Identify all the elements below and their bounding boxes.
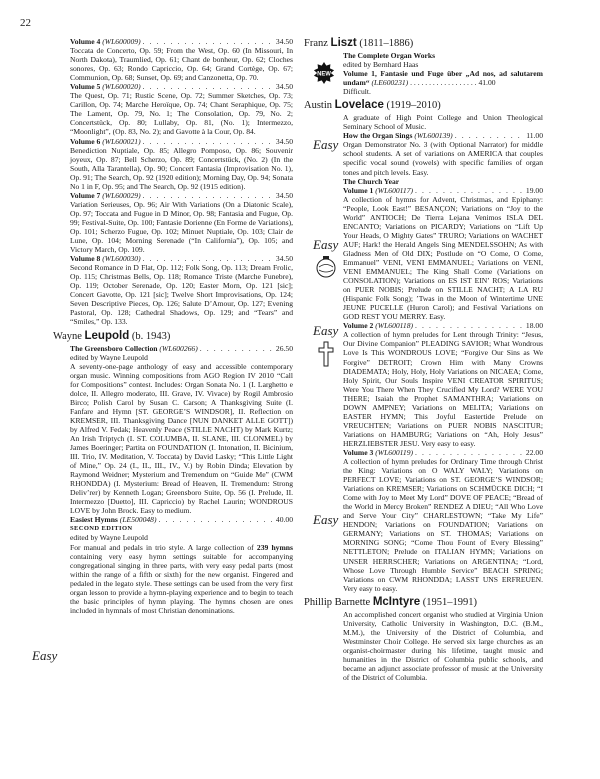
easy-icon: Easy	[313, 512, 339, 527]
liszt-volume-1: Volume 1, Fantasie und Fuge über „Ad nos, ad salutarem undam“ (LE600231) . . . . . . . . . . . . . . . . . . 41.00	[343, 69, 543, 88]
easy-icon: Easy	[313, 323, 339, 338]
liszt-set-title: The Complete Organ Works	[343, 51, 436, 60]
greensboro-line: The Greensboro Collection (WL600266) . . . 26.50	[70, 344, 293, 353]
cross-icon	[318, 341, 334, 367]
price: 18.00	[525, 321, 543, 331]
volume-4-line: Volume 4 (WL600009) . . . 34.50	[70, 37, 293, 46]
price: 34.50	[275, 136, 293, 146]
composer-heading-lovelace: Austin Lovelace (1919–2010)	[304, 99, 441, 112]
church-year-v2-description: A collection of hymn preludes for Lent through Trinity: “Jesus, Our Divine Companion” PLEADING SAVIOR; What Wondrous Love Is This WONDROUS LOVE; “Forgive Our Sins as We Forgive” DETROIT; Crown Him with Many Crowns DIADEMATA; Holy, Holy, Holy Variations on NICAEA; Come, Holy Spirit, Our Souls Inspire VENI CREATOR SPIRITUS; Were You There When They Crucified My Lord? WERE YOU THERE; Isaiah the Prophet SAMANTHRA; Variations on DOWN AMPNEY; Variations on MELITA; Variations on EASTER HYMN; This Joyful Eastertide Prelude on VREUCHTEN; Variations on PUER NOBIS NASCITUR; Variations on HAMBURG; Variations on “Ah, Holy Jesus” HERZLIEBSTER JESU. Very easy to easy.	[343, 330, 543, 448]
left-column	[53, 37, 293, 615]
editor-line: edited by Wayne Leupold	[70, 352, 148, 362]
church-year-v3-line: Volume 3 (WL600119) . . . 22.00	[343, 448, 543, 457]
mcintyre-bio: An accomplished concert organist who studied at Virginia Union University, Catholic University in Washington, D.C. (B.M., M.M.), the University of the District of Columbia, and Westminster Choir College. He served six large churches as an organist-choirmaster during his lifetime, taught music and humanities in the District of Columbia public schools, and became an adjunct associate professor of music at the University of the District of Columbia.	[343, 609, 543, 683]
easiest-hymns-description: For manual and pedals in trio style. A large collection of 239 hymns containing very easy hymn settings suitable for accompanying congregational singing in three parts, with very easy pedal parts (most within the range of a fifth or sixth) for the new organist. Fingered and pedaled in the legato style. These settings can be used from the very first organ lesson to provide a hymn-playing experience and to begin to teach the basic principles of hymn playing. The hymns chosen are ones included in hymnals of most Christian denominations.	[70, 542, 293, 615]
church-year-title: The Church Year	[343, 176, 400, 186]
price: 40.00	[275, 515, 293, 525]
volume-8-description: Second Romance in D Flat, Op. 112; Folk Song, Op. 113; Dream Frolic, Op. 115; Christmas Bells, Op. 118; Romance Triste (Marche Funebre), Op. 119; October Serenade, Op. 120; Easter Morn, Op. 121 [sic]; Concert Gavotte, Op. 121 [sic]; Twelve Short Improvisations, Op. 124; Seven Descriptive Pieces, Op. 126; Salute D’Amour, Op. 127; Evening Pastoral, Op. 128; Cathedral Shadows, Op. 129; and “Tears” and “Smiles,” Op. 133.	[70, 263, 293, 327]
easy-icon: Easy	[32, 648, 58, 663]
price: 41.00	[478, 78, 496, 88]
editor-line: edited by Wayne Leupold	[70, 533, 148, 543]
new-badge-icon	[313, 62, 335, 84]
church-year-v1-line: Volume 1 (WL600117) . . . 19.00	[343, 186, 543, 195]
page-number: 22	[20, 17, 31, 29]
volume-5-line: Volume 5 (WL600020) . . . 34.50	[70, 82, 293, 91]
how-organ-sings-line: How the Organ Sings (WL600139) . . . 11.00	[343, 131, 543, 140]
church-year-v1-description: A collection of hymns for Advent, Christmas, and Epiphany: “People, Look East!” BESANÇON; Variations on “Joy to the World” ANTIOCH; De Tierra Lejana Venimos ISLA DEL ENCANTO; Variations on PICARDY; Variations on “Lift Up Your Heads, O Mighty Gates” TRURO; Variations on WACHET AUF; Hark! the Herald Angels Sing MENDELSSOHN; As with Gladness Men of Old DIX; Postlude on “O Come, O Come, Emmanuel” VENI, VENI EMMANUEL; Variations on VENI, VENI EMMANUEL; The King Shall Come (Variations on CONSOLATION); Variations on ES IST EIN’ ROS; Variations on PUER NOBIS; Prelude on STILLE NACHT; A LA RU (Hispanic Folk Song); ’Twas in the Moon of Wintertime UNE JEUNE PUCELLE (Huron Carol); and Festival Variations on GOD REST YOU MERRY. Easy.	[343, 194, 543, 322]
right-column	[304, 37, 543, 683]
church-year-v3-description: A collection of hymn preludes for Ordinary Time through Christ the King: Variations on O WALY WALY; Variations on PERFECT LOVE; Variations on ST. GEORGE’S WINDSOR; Variations on KREMSER; Variations on SCHMÜCKE DICH; “I Come with Joy to Meet My Lord” DOVE OF PEACE; “Bread of the World in Mercy Broken” RENDEZ A DIEU; “All Who Love and Serve Your City” CHARLESTOWN; “Take My Life” HENDON; Variations on FOUNDATION; Variations on GERMANY; Variations on ST. THOMAS; Variations on MORNING SONG; “Come Thou Fount of Every Blessing” NETTLETON; Prelude on ITALIAN HYMN; Variations on UNSER HERRSCHER; Variations on ARGENTINA; “Lord, Whose Love Through Humble Service” BEACH SPRING; Variations on CWM RHONDDA; LASST UNS ERFREUEN. Very easy to easy.	[343, 457, 543, 593]
easy-icon: Easy	[313, 137, 339, 152]
price: 34.50	[275, 37, 293, 46]
composer-heading-leupold: Wayne Leupold (b. 1943)	[53, 329, 171, 342]
volume-4-description: Toccata de Concerto, Op. 59; From the West, Op. 60 (In Missouri, In North Dakota), Traumlied, Op. 61; Chant de bonheur, Op. 62; Cloches sonores, Op. 63; Rondo Capriccio, Op. 64; Grand Cortège, Op. 67; Communion, Op. 68; Sunset, Op. 69; and Canzonetta, Op. 70.	[70, 46, 293, 83]
composer-heading-liszt: Franz Liszt (1811–1886)	[304, 37, 414, 49]
price: 11.00	[526, 131, 543, 141]
volume-5-description: The Quest, Op. 71; Rustic Scene, Op. 72; Summer Sketches, Op. 73; Carillon, Op. 74; Marche Heroïque, Op. 74; Chant Seraphique, Op. 75; The Lament, Op. 79, No. 1; The Consolation, Op. 79, No. 2; Concertstück, Op. 80; Lullaby, Op. 81, (No. 1); Intermezzo, “Moonlight”, (Op. 83, No. 2); and Gavotte à la Cour, Op. 84.	[70, 91, 293, 137]
volume-7-line: Volume 7 (WL600029) . . . 34.50	[70, 191, 293, 200]
new-badge-text: NEW	[317, 71, 331, 78]
price: 34.50	[275, 190, 293, 200]
price: 22.00	[525, 447, 543, 457]
difficulty: Difficult.	[343, 87, 371, 97]
easy-icon: Easy	[313, 237, 339, 252]
volume-6-description: Benediction Nuptiale, Op. 85; Allegro Pomposo, Op. 86; Souvenir joyeux, Op. 87; Bell Scherzo, Op. 89; Concertstück, (No. 2) (In the South, Alla Tarantella), Op. 90; Concert Fantasia (Improvisation No. 1), Op. 91; The Search, Op. 92 (1920 edition); Morning Day, Op. 94; Sonata No 1 in F, Op. 95; and The Search, Op. 92 (1915 edition).	[70, 145, 293, 191]
how-organ-sings-description: Organ Demonstrator No. 3 (with Optional Narrator) for middle school students. A set of variations on AMERICA that couples specific vocal sound (vowels) with specific families of organ tones and pitch levels. Easy.	[343, 140, 543, 177]
lovelace-bio: A graduate of High Point College and Union Theological Seminary School of Music.	[343, 113, 543, 132]
church-year-v2-line: Volume 2 (WL600118) . . . 18.00	[343, 321, 543, 330]
price: 19.00	[525, 185, 543, 195]
volume-6-line: Volume 6 (WL600021) . . . 34.50	[70, 137, 293, 146]
price: 26.50	[275, 343, 293, 353]
composer-heading-mcintyre: Phillip Barnette McIntyre (1951–1991)	[304, 595, 477, 608]
volume-7-description: Variation Serieuses, Op. 96; Air With Variations (On a Diatonic Scale), Op. 97; Toccata and Fugue in D Minor, Op. 98; Fantasia and Fugue, Op. 99; Festival-Suite, Op. 100; Fantasie Dorienne (En Forme de Variations), Op. 101; Scherzo Fugue, Op. 102; Minuet Nuptiale, Op. 103; Clair de Lune, Op. 104; Morning Serenade (“In California”), Op. 105; and Victory March, Op. 109.	[70, 199, 293, 255]
christmas-ornament-icon	[315, 253, 337, 279]
volume-8-line: Volume 8 (WL600030) . . . 34.50	[70, 254, 293, 263]
greensboro-description: A seventy-one-page anthology of easy and accessible contemporary organ music. Winning compositions from AGO Region IV 2010 “Call for Compositions” contest. Includes: Organ Sonata No. 1 (I. Larghetto e dolce, II. Allegro moderato, III. Grave, IV. Vivace) by Rogil Ambrosio Birco; Polish Carol by Susan C. Carson; A Thanksgiving Suite (I. Fanfare and Hymn [ST. GEORGE’S WINDSOR], II. Reflection on KREMSER, III. Thanksgiving Dance [NUN DANKET ALLE GOTT]) by Alfred V. Fedak; Heavenly Peace (STILLE NACHT) by Mark Kurtz; An Irish Triptych (I. ST. COLUMBA, II. SLANE, III. CLONMEL) by James Boeringer; Partita on FOUNDATION (I. Intonation, II. Bicinium, III. Trio, IV. Meditation, V. Toccata) by David Lasky; “This Little Light of Mine,” Op. 24 (I., II., III., IV., V.) by Robin Dinda; Elevation by Raymond Weidner; Mysterium and Tremendum on “Guide Me” (CWM RHONDDA) (I. Mysterium: Bread of Heaven, II. Tremendum: Strong Deliv’rer) by Kenneth Logan; Greensboro Suite, Op. 56 (I. Prelude, II. Intermezzo [Duetto], III. Capriccio) by Rachel Laurin; WONDROUS LOVE by John Brock. Easy to medium.	[70, 361, 293, 516]
easiest-hymns-line: Easiest Hymns (LE500048) . . . 40.00	[70, 515, 293, 524]
price: 34.50	[275, 82, 293, 92]
price: 34.50	[275, 254, 293, 264]
edition-label: SECOND EDITION	[70, 525, 133, 533]
editor-line: edited by Bernhard Haas	[343, 60, 419, 70]
